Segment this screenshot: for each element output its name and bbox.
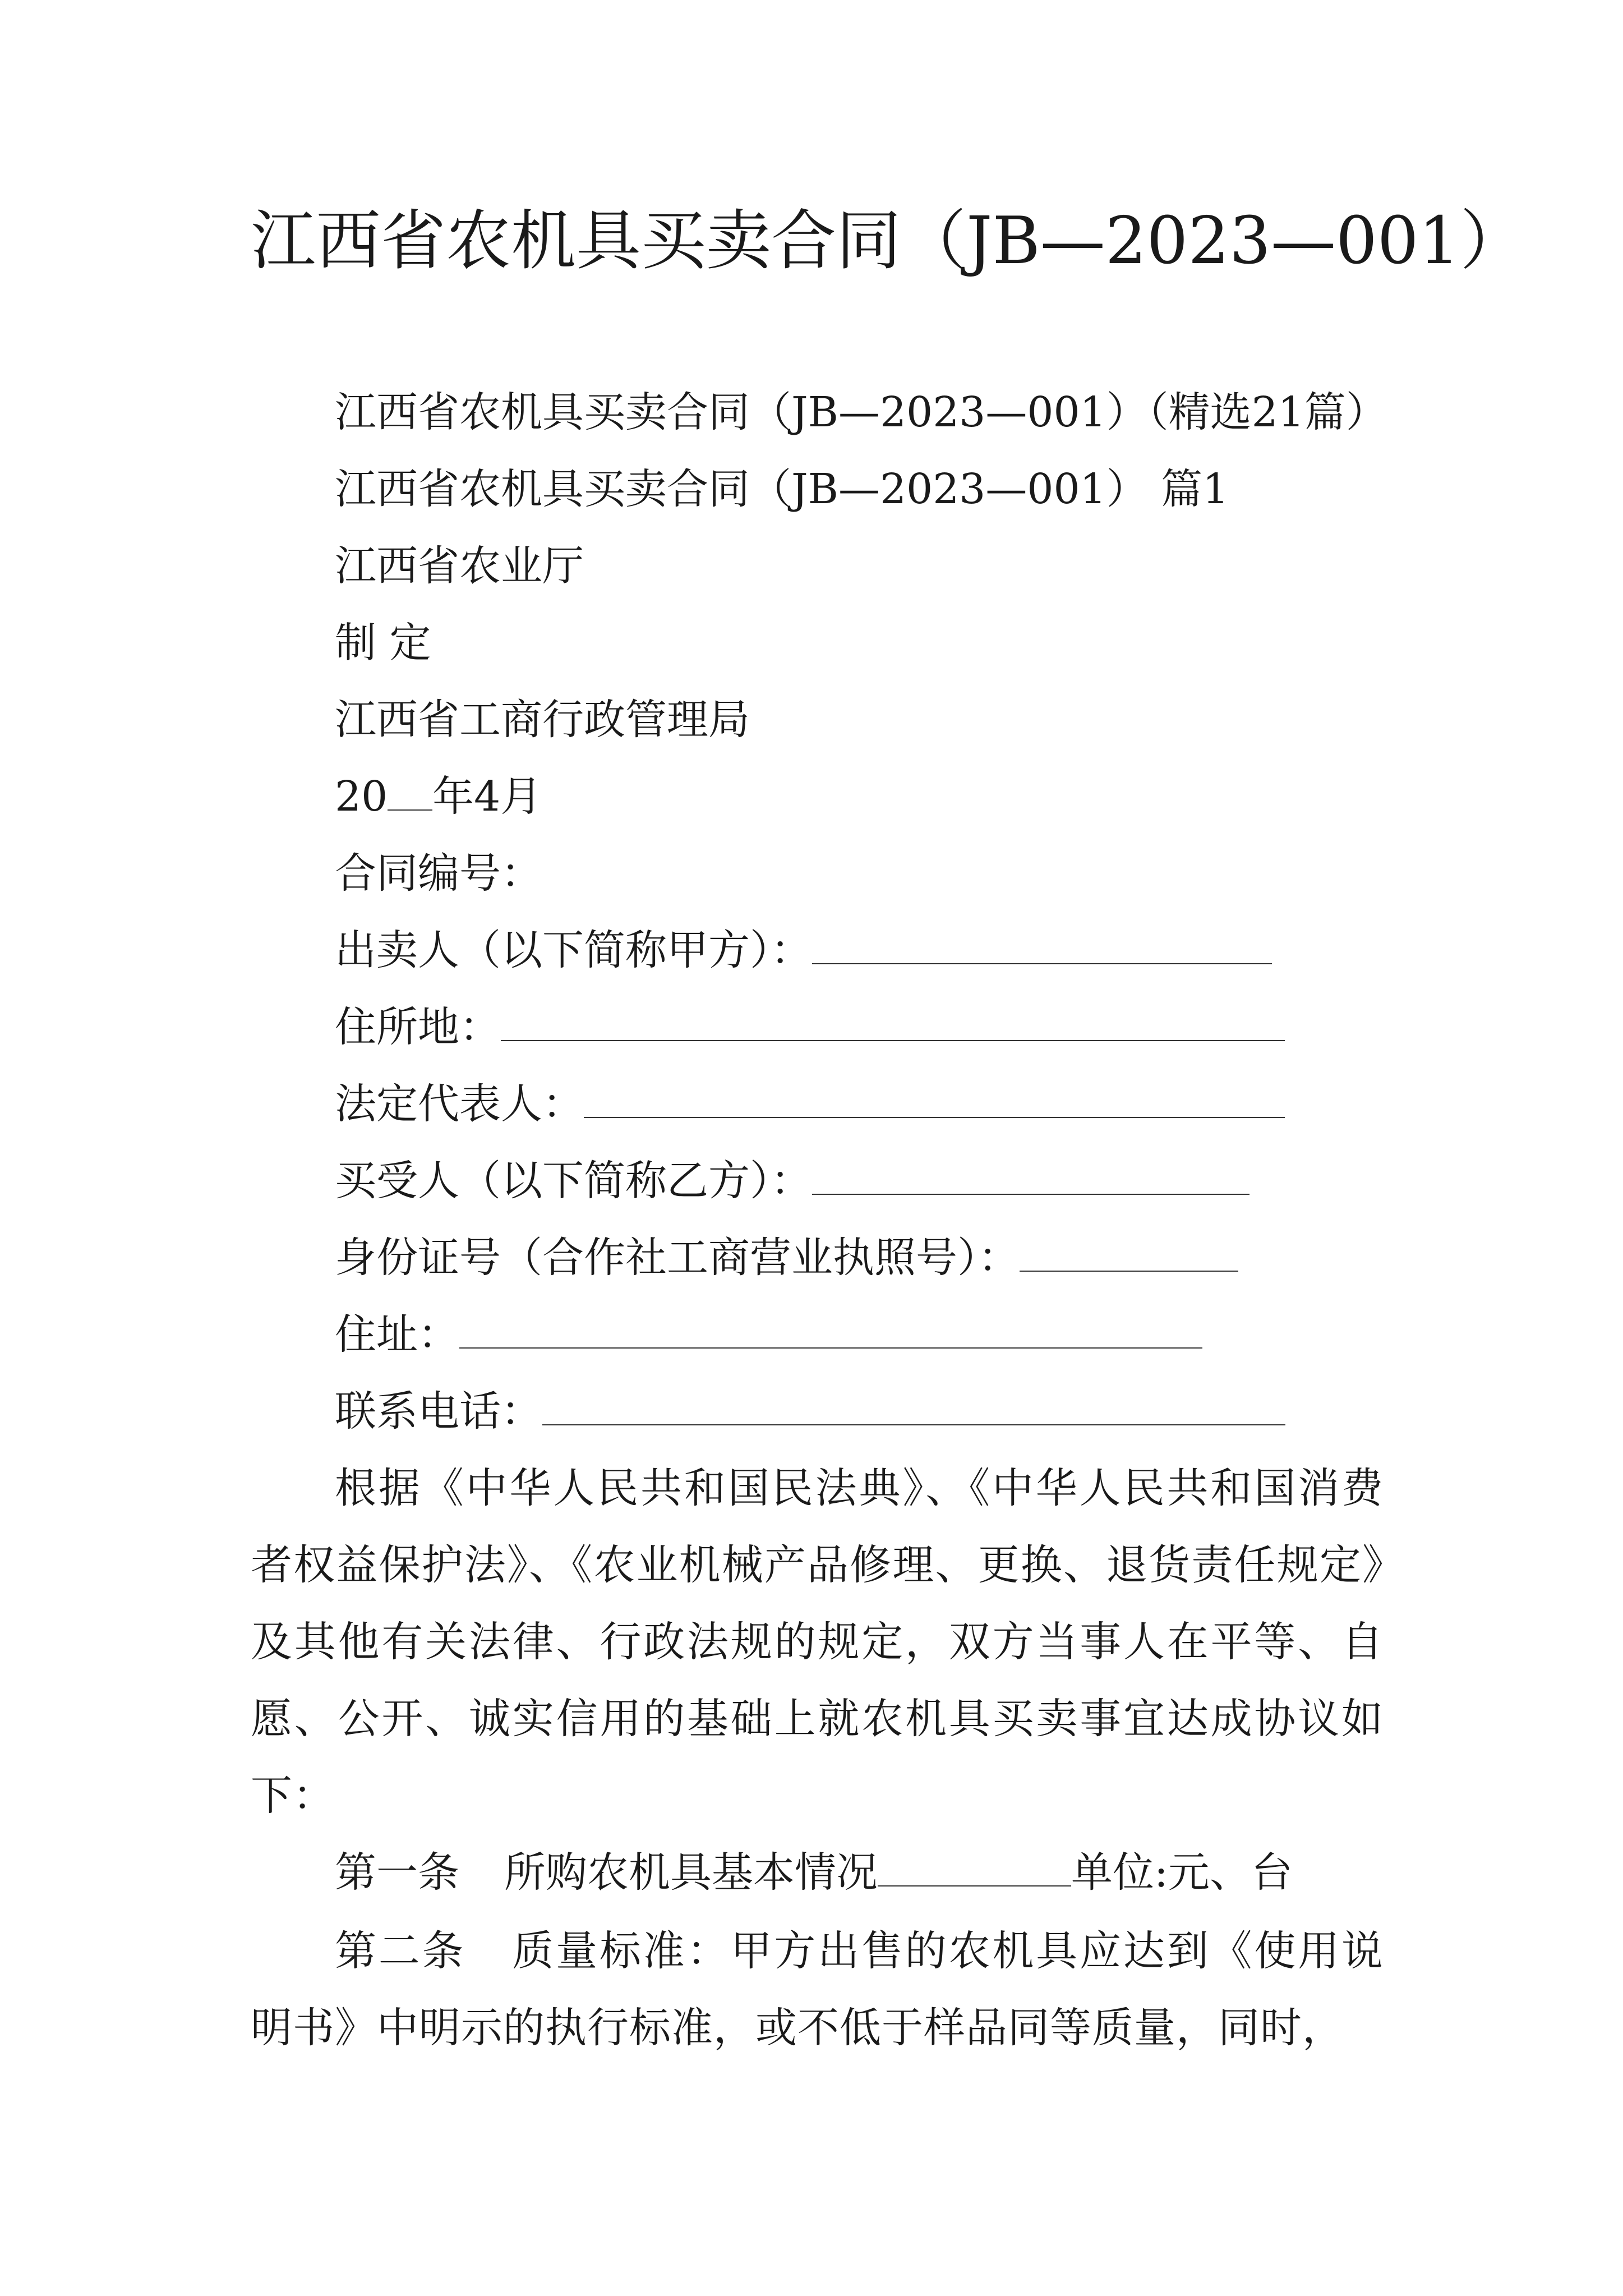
residence-label: 住址： (335, 1310, 459, 1359)
article-2 (251, 1913, 1384, 2067)
id-label: 身份证号（合作社工商营业执照号）： (335, 1234, 1020, 1282)
seller-blank[interactable] (812, 925, 1272, 964)
enact-label: 制 定 (335, 619, 431, 667)
phone-label: 联系电话： (335, 1387, 542, 1435)
issuer-agriculture: 江西省农业厅 (335, 542, 584, 590)
date-prefix: 20 (335, 772, 388, 821)
seller-row (335, 922, 1272, 978)
issue-date (335, 769, 542, 825)
phone-blank[interactable] (542, 1386, 1285, 1425)
preamble-paragraph: 根据《中华人民共和国民法典》、《中华人民共和国消费者权益保护法》、《农业机械产品修理、更换、退货责任规定》及其他有关法律、行政法规的规定，双方当事人在平等、自愿、公开、诚实信用的基础上就农机具买卖事宜达成协议如下： (251, 1464, 1384, 1820)
article-1-unit: 单位:元、台 (1071, 1848, 1293, 1897)
address-label: 住所地： (335, 1003, 501, 1051)
date-suffix: 年4月 (432, 772, 542, 821)
year-blank[interactable] (388, 771, 432, 811)
seller-label: 出卖人（以下简称甲方）： (335, 926, 812, 974)
issuer-commerce: 江西省工商行政管理局 (335, 696, 750, 744)
legal-rep-blank[interactable] (584, 1079, 1285, 1118)
residence-row (335, 1306, 1202, 1363)
contract-number-label: 合同编号： (335, 849, 542, 898)
legal-rep-row (335, 1076, 1285, 1132)
document-title: 江西省农机具买卖合同（JB—2023—001） (251, 203, 1525, 279)
legal-rep-label: 法定代表人： (335, 1080, 584, 1128)
residence-blank[interactable] (459, 1309, 1202, 1349)
id-blank[interactable] (1020, 1232, 1238, 1272)
address-row (335, 999, 1285, 1055)
address-blank[interactable] (501, 1002, 1285, 1041)
buyer-blank[interactable] (812, 1156, 1249, 1195)
article-1-label: 第一条 (335, 1848, 459, 1897)
article-2-text: 质量标准：甲方出售的农机具应达到《使用说明书》中明示的执行标准，或不低于样品同等质量，同时， (251, 1927, 1384, 2052)
article-1-text: 所购农机具基本情况 (504, 1848, 878, 1897)
buyer-row (335, 1153, 1249, 1209)
article-1 (335, 1844, 1293, 1901)
article-2-label: 第二条 (335, 1927, 466, 1975)
phone-row (335, 1383, 1285, 1439)
subtitle: 江西省农机具买卖合同（JB—2023—001）（精选21篇） (335, 388, 1387, 436)
buyer-label: 买受人（以下简称乙方）： (335, 1157, 812, 1205)
part-heading: 江西省农机具买卖合同（JB—2023—001） 篇1 (335, 465, 1229, 513)
article-1-blank[interactable] (878, 1847, 1071, 1887)
id-row (335, 1230, 1238, 1286)
